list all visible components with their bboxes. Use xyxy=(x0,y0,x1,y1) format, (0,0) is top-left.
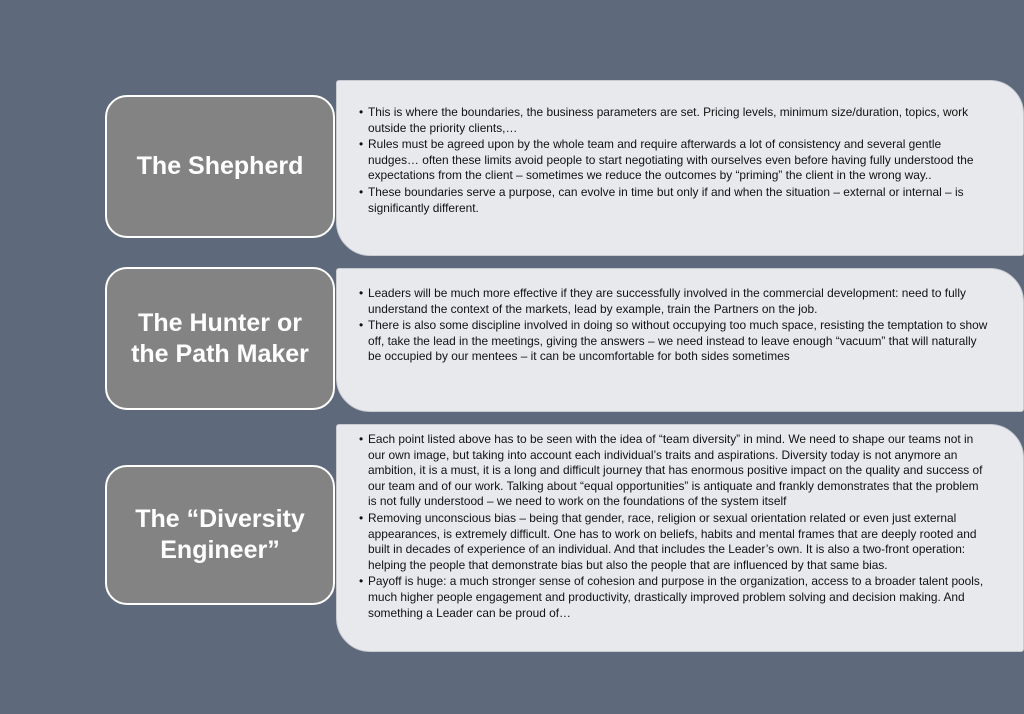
shepherd-title: The Shepherd xyxy=(136,152,304,180)
bullet-item: • There is also some discipline involved in doing so without occupying too much space, resisting the temptation to show off, take the lead in the meetings, giving the answers – we need instead to leave enough “vacuum” that will naturally be occupied by our mentees – it can be uncomfortable for both sides sometimes xyxy=(359,318,989,365)
shepherd-title-box xyxy=(105,95,335,238)
diversity-description-box xyxy=(336,424,1024,652)
hunter-title: The Hunter or the Path Maker xyxy=(131,308,309,368)
diversity-title: The “Diversity Engineer” xyxy=(135,505,305,564)
bullet-item: • These boundaries serve a purpose, can evolve in time but only if and when the situation – external or internal – is significantly different. xyxy=(359,185,989,216)
hunter-description-box xyxy=(336,268,1024,412)
hunter-title-box xyxy=(105,267,335,410)
shepherd-bullet-list xyxy=(359,105,989,216)
bullet-item: • This is where the boundaries, the business parameters are set. Pricing levels, minimum size/duration, topics, work outside the priority clients,… xyxy=(359,105,989,136)
shepherd-description-box xyxy=(336,80,1024,256)
diversity-title-box xyxy=(105,465,335,605)
bullet-item: • Payoff is huge: a much stronger sense of cohesion and purpose in the organization, access to a broader talent pools, much higher people engagement and productivity, drastically improved problem solving and decision making. And something a Leader can be proud of… xyxy=(359,574,989,621)
bullet-item: • Rules must be agreed upon by the whole team and require afterwards a lot of consistency and several gentle nudges… often these limits avoid people to start negotiating with ourselves even before having fully understood the expectations from the client – sometimes we reduce the outcomes by “priming” the client in the wrong way.. xyxy=(359,137,989,184)
bullet-item: • Removing unconscious bias – being that gender, race, religion or sexual orientation related or even just external appearances, is extremely difficult. One has to work on beliefs, habits and mental frames that are deeply rooted and built in decades of experience of an individual. And that includes the Leader’s own. It is also a two-front operation: helping the people that demonstrate bias but also the people that are influenced by that same bias. xyxy=(359,511,989,573)
diversity-bullet-list xyxy=(359,432,989,621)
hunter-bullet-list xyxy=(359,286,989,365)
bullet-item: • Leaders will be much more effective if they are successfully involved in the commercial development: need to fully understand the context of the markets, lead by example, train the Partners on the job. xyxy=(359,286,989,317)
bullet-item: • Each point listed above has to be seen with the idea of “team diversity” in mind. We need to shape our teams not in our own image, but taking into account each individual’s traits and aspirations. Diversity today is not anymore an ambition, it is a must, it is a long and difficult journey that has enormous positive impact on the quality and success of our team and of our work. Talking about “equal opportunities” is antiquate and frankly demonstrates that the problem is not fully understood – we need to work on the foundations of the system itself xyxy=(359,432,989,510)
